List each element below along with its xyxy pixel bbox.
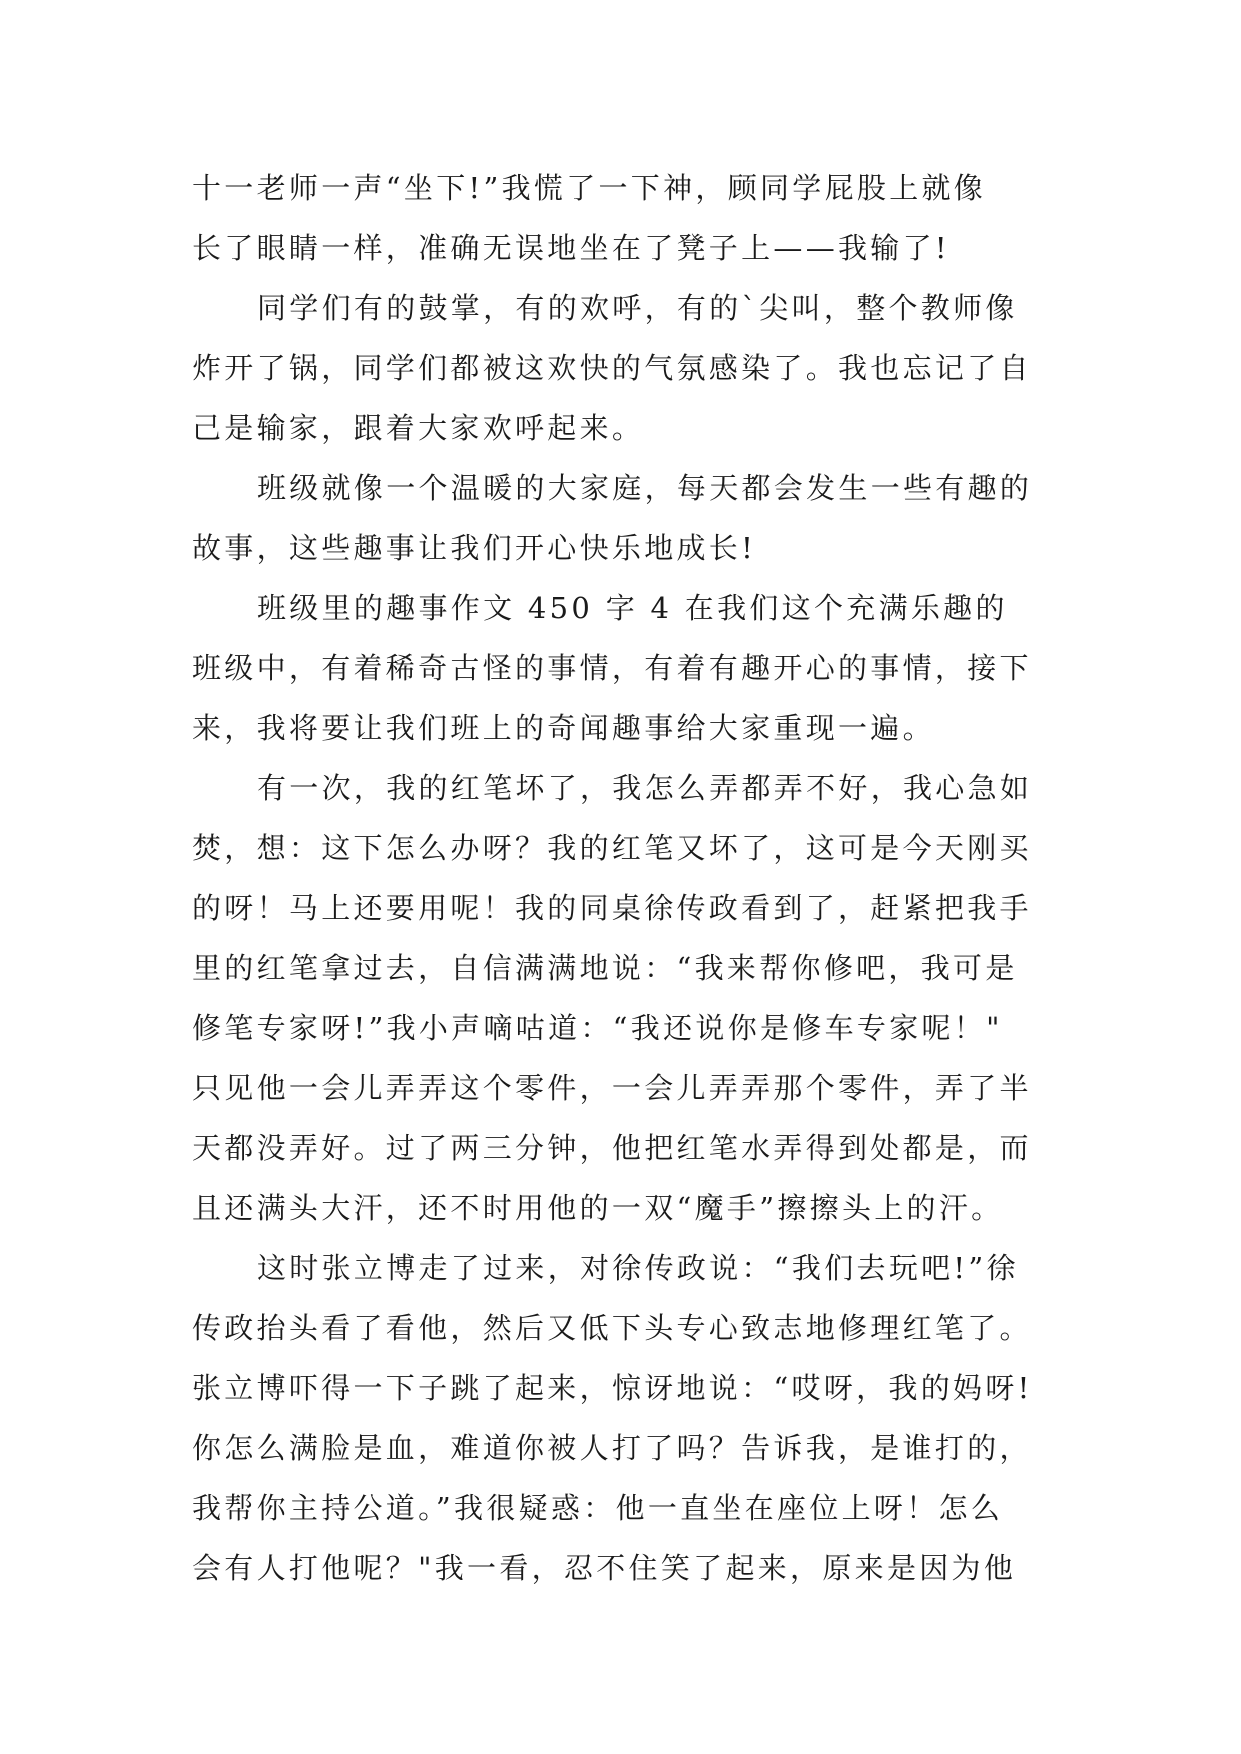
paragraph-4 [192, 578, 1052, 758]
text-line: 修笔专家呀!”我小声嘀咕道：“我还说你是修车专家呢！" [192, 1011, 1003, 1045]
paragraph-5 [192, 758, 1052, 1238]
text-line: 焚，想：这下怎么办呀？我的红笔又坏了，这可是今天刚买 [192, 831, 1032, 865]
text-line: 有一次，我的红笔坏了，我怎么弄都弄不好，我心急如 [257, 771, 1033, 805]
text-line: 里的红笔拿过去，自信满满地说：“我来帮你修吧，我可是 [192, 951, 1018, 985]
paragraph-2 [192, 278, 1052, 458]
paragraph-3 [192, 458, 1052, 578]
text-line: 同学们有的鼓掌，有的欢呼，有的`尖叫，整个教师像 [257, 291, 1018, 325]
paragraph-1 [192, 158, 1052, 278]
text-line: 传政抬头看了看他，然后又低下头专心致志地修理红笔了。 [192, 1311, 1032, 1345]
text-line: 的呀！马上还要用呢！我的同桌徐传政看到了，赶紧把我手 [192, 891, 1032, 925]
text-line: 己是输家，跟着大家欢呼起来。 [192, 411, 645, 445]
text-line: 长了眼睛一样，准确无误地坐在了凳子上——我输了! [192, 231, 950, 265]
text-line: 会有人打他呢？"我一看，忍不住笑了起来，原来是因为他 [192, 1551, 1017, 1585]
paragraph-6 [192, 1238, 1052, 1598]
text-line: 班级就像一个温暖的大家庭，每天都会发生一些有趣的 [257, 471, 1033, 505]
text-line: 这时张立博走了过来，对徐传政说：“我们去玩吧!”徐 [257, 1251, 1019, 1285]
text-line: 故事，这些趣事让我们开心快乐地成长! [192, 531, 757, 565]
text-line: 十一老师一声“坐下!”我慌了一下神，顾同学屁股上就像 [192, 171, 987, 205]
text-line: 你怎么满脸是血，难道你被人打了吗？告诉我，是谁打的， [192, 1431, 1032, 1465]
text-line: 只见他一会儿弄弄这个零件，一会儿弄弄那个零件，弄了半 [192, 1071, 1032, 1105]
text-line: 张立博吓得一下子跳了起来，惊讶地说：“哎呀，我的妈呀! [192, 1371, 1033, 1405]
text-line: 班级里的趣事作文 450 字 4 在我们这个充满乐趣的 [257, 591, 1008, 625]
text-line: 我帮你主持公道。”我很疑惑：他一直坐在座位上呀！怎么 [192, 1491, 1004, 1525]
text-line: 且还满头大汗，还不时用他的一双“魔手”擦擦头上的汗。 [192, 1191, 1004, 1225]
text-line: 班级中，有着稀奇古怪的事情，有着有趣开心的事情，接下 [192, 651, 1032, 685]
text-line: 天都没弄好。过了两三分钟，他把红笔水弄得到处都是，而 [192, 1131, 1032, 1165]
article-body [192, 158, 1052, 1598]
text-line: 来，我将要让我们班上的奇闻趣事给大家重现一遍。 [192, 711, 935, 745]
text-line: 炸开了锅，同学们都被这欢快的气氛感染了。我也忘记了自 [192, 351, 1032, 385]
